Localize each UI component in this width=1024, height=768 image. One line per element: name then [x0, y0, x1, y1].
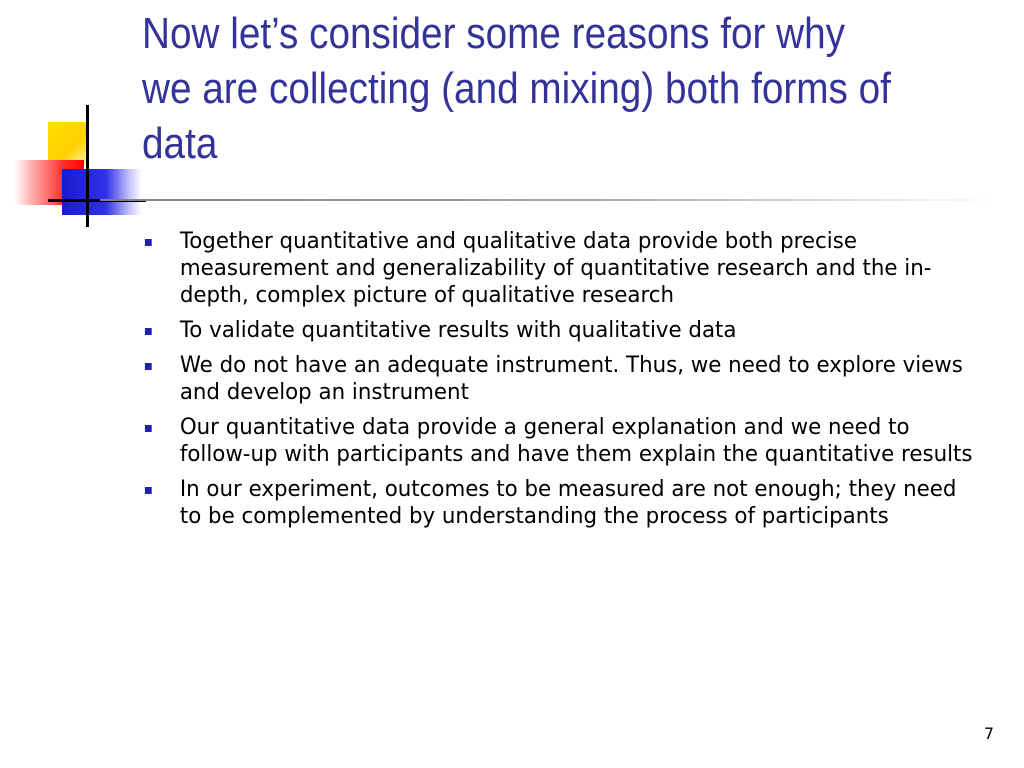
bullet-item: [142, 414, 976, 468]
square-bullet-icon: [145, 328, 152, 335]
bullet-item: [142, 476, 976, 530]
bullet-text: Our quantitative data provide a general explanation and we need to follow-up with participants and have them explain the quantitative results: [179, 415, 973, 467]
square-bullet-icon: [145, 239, 152, 246]
bullet-item: [142, 352, 976, 406]
bullet-text: To validate quantitative results with qualitative data: [179, 318, 737, 343]
square-bullet-icon: [145, 425, 152, 432]
bullet-text: Together quantitative and qualitative data provide both precise measurement and generalizability of quantitative research and the in-depth, complex picture of qualitative research: [179, 229, 932, 308]
square-bullet-icon: [145, 363, 152, 370]
bullet-item: [142, 317, 976, 344]
bullet-item: [142, 228, 976, 309]
page-number: 7: [983, 724, 994, 743]
title-divider: [100, 199, 1000, 201]
bullet-text: We do not have an adequate instrument. Thus, we need to explore views and develop an instrument: [179, 353, 963, 405]
bullet-list: [142, 228, 1002, 538]
square-bullet-icon: [145, 487, 152, 494]
logo-vertical-line: [86, 105, 89, 227]
logo-blue-square: [62, 169, 142, 215]
logo-yellow-square: [48, 122, 88, 164]
decorative-logo: [10, 105, 150, 235]
bullet-text: In our experiment, outcomes to be measured are not enough; they need to be complemented by understanding the process of participants: [179, 477, 957, 529]
slide-title: Now let’s consider some reasons for why we are collecting (and mixing) both forms of data: [142, 9, 891, 168]
